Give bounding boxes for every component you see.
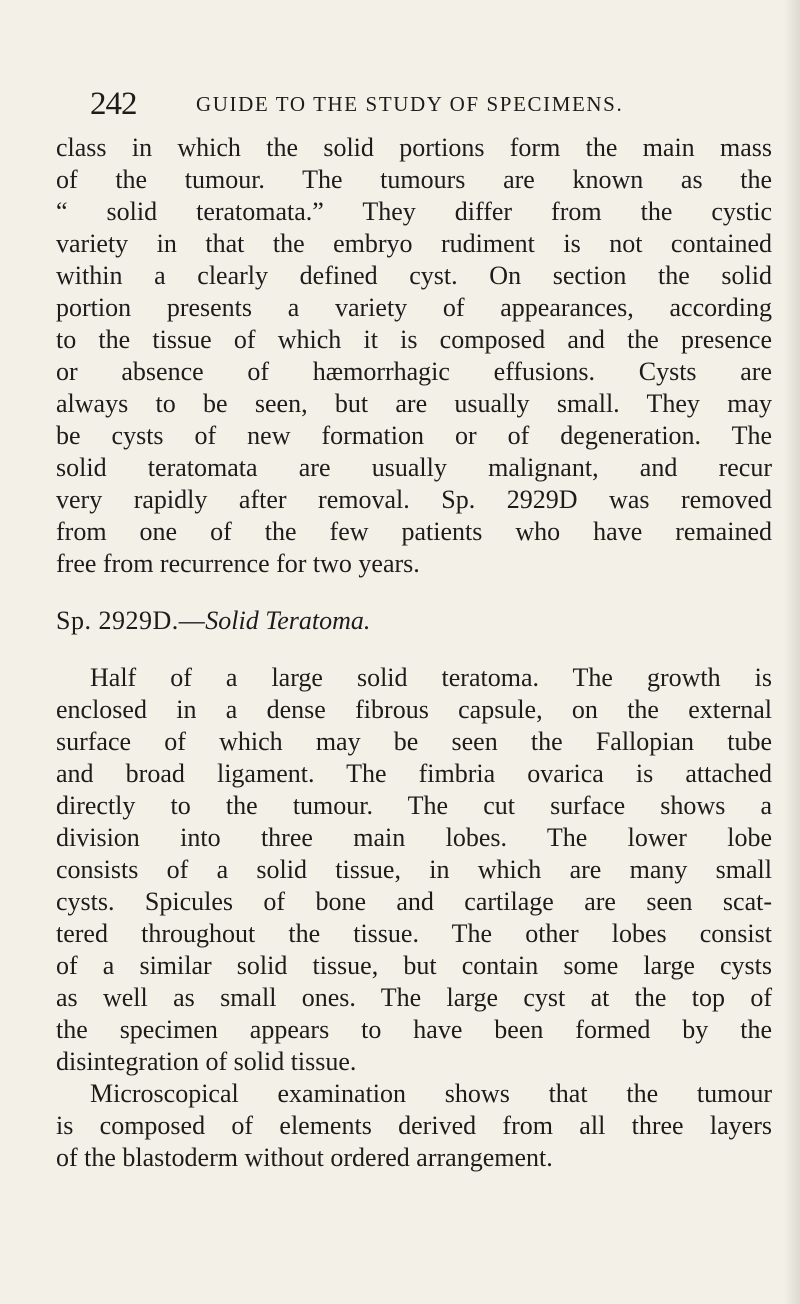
text-line: Half of a large solid teratoma. The growth is <box>90 663 772 692</box>
specimen-label: Sp. 2929D.— <box>56 606 206 635</box>
text-line: within a clearly defined cyst. On section the solid <box>56 261 772 290</box>
text-line: very rapidly after removal. Sp. 2929D was removed <box>56 485 772 514</box>
text-line: division into three main lobes. The lower lobe <box>56 823 772 852</box>
paragraph-1 <box>56 132 772 580</box>
page-header <box>90 84 690 124</box>
text-line: of a similar solid tissue, but contain some large cysts <box>56 951 772 980</box>
text-line: portion presents a variety of appearances, according <box>56 293 772 322</box>
paragraph-2 <box>56 662 772 1078</box>
text-line: variety in that the embryo rudiment is not contained <box>56 229 772 258</box>
paragraph-gap <box>56 580 772 605</box>
paragraph-gap <box>56 637 772 662</box>
text-line: disintegration of solid tissue. <box>56 1047 357 1076</box>
text-line: of the tumour. The tumours are known as the <box>56 165 772 194</box>
text-line: as well as small ones. The large cyst at the top of <box>56 983 772 1012</box>
text-line: to the tissue of which it is composed and the presence <box>56 325 772 354</box>
text-line: be cysts of new formation or of degeneration. The <box>56 421 772 450</box>
text-line: tered throughout the tissue. The other lobes consist <box>56 919 772 948</box>
text-line: enclosed in a dense fibrous capsule, on the external <box>56 695 772 724</box>
text-line: is composed of elements derived from all three layers <box>56 1111 772 1140</box>
text-line: consists of a solid tissue, in which are many small <box>56 855 772 884</box>
page-edge-shadow <box>784 0 800 1304</box>
text-line: cysts. Spicules of bone and cartilage are seen scat- <box>56 887 772 916</box>
text-line: from one of the few patients who have remained <box>56 517 772 546</box>
text-line: always to be seen, but are usually small. They may <box>56 389 772 418</box>
text-line: class in which the solid portions form the main mass <box>56 133 772 162</box>
paragraph-3 <box>56 1078 772 1174</box>
text-line: solid teratomata are usually malignant, and recur <box>56 453 772 482</box>
text-line: Microscopical examination shows that the tumour <box>90 1079 772 1108</box>
text-line: and broad ligament. The fimbria ovarica is attached <box>56 759 772 788</box>
text-line: the specimen appears to have been formed by the <box>56 1015 772 1044</box>
text-line: or absence of hæmorrhagic effusions. Cysts are <box>56 357 772 386</box>
running-head: GUIDE TO THE STUDY OF SPECIMENS. <box>196 92 624 116</box>
specimen-heading <box>56 605 772 637</box>
body-text <box>56 132 772 1174</box>
text-line: directly to the tumour. The cut surface shows a <box>56 791 772 820</box>
text-line: “ solid teratomata.” They differ from the cystic <box>56 197 772 226</box>
text-line: of the blastoderm without ordered arrangement. <box>56 1143 553 1172</box>
specimen-title: Solid Teratoma. <box>205 606 371 635</box>
text-line: surface of which may be seen the Fallopian tube <box>56 727 772 756</box>
text-line: free from recurrence for two years. <box>56 549 420 578</box>
page-number: 242 <box>90 86 137 122</box>
